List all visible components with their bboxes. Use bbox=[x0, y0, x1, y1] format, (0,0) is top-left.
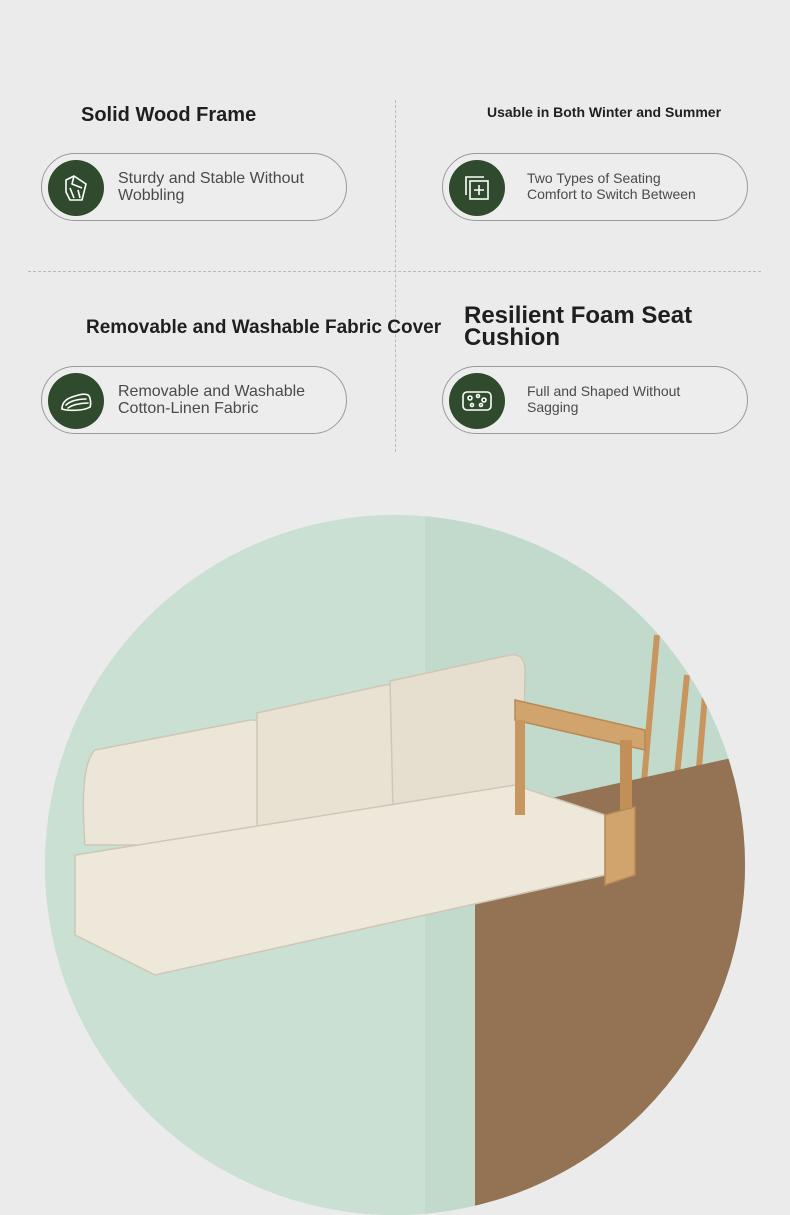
seat-switch-icon bbox=[449, 160, 505, 216]
feature-heading-winter-summer: Usable in Both Winter and Summer bbox=[487, 104, 722, 120]
vertical-divider bbox=[395, 100, 396, 452]
feature-description: Removable and Washable Cotton-Linen Fabric bbox=[118, 383, 306, 417]
feature-heading-wood-frame: Solid Wood Frame bbox=[81, 104, 257, 126]
feature-heading-fabric-cover: Removable and Washable Fabric Cover bbox=[86, 317, 442, 338]
foam-cushion-icon bbox=[449, 373, 505, 429]
feature-description: Sturdy and Stable Without Wobbling bbox=[118, 170, 304, 204]
feature-pill-fabric-cover bbox=[41, 366, 347, 434]
sofa-photo bbox=[45, 515, 745, 1215]
feature-pill-wood-frame bbox=[41, 153, 347, 221]
feature-heading-foam-cushion: Resilient Foam Seat Cushion bbox=[464, 302, 693, 351]
feature-description: Two Types of Seating Comfort to Switch Between bbox=[527, 170, 696, 202]
wood-frame-icon bbox=[48, 160, 104, 216]
feature-pill-winter-summer bbox=[442, 153, 748, 221]
feature-pill-foam-cushion bbox=[442, 366, 748, 434]
fabric-roll-icon bbox=[48, 373, 104, 429]
horizontal-divider bbox=[28, 271, 761, 272]
feature-description: Full and Shaped Without Sagging bbox=[527, 383, 681, 415]
